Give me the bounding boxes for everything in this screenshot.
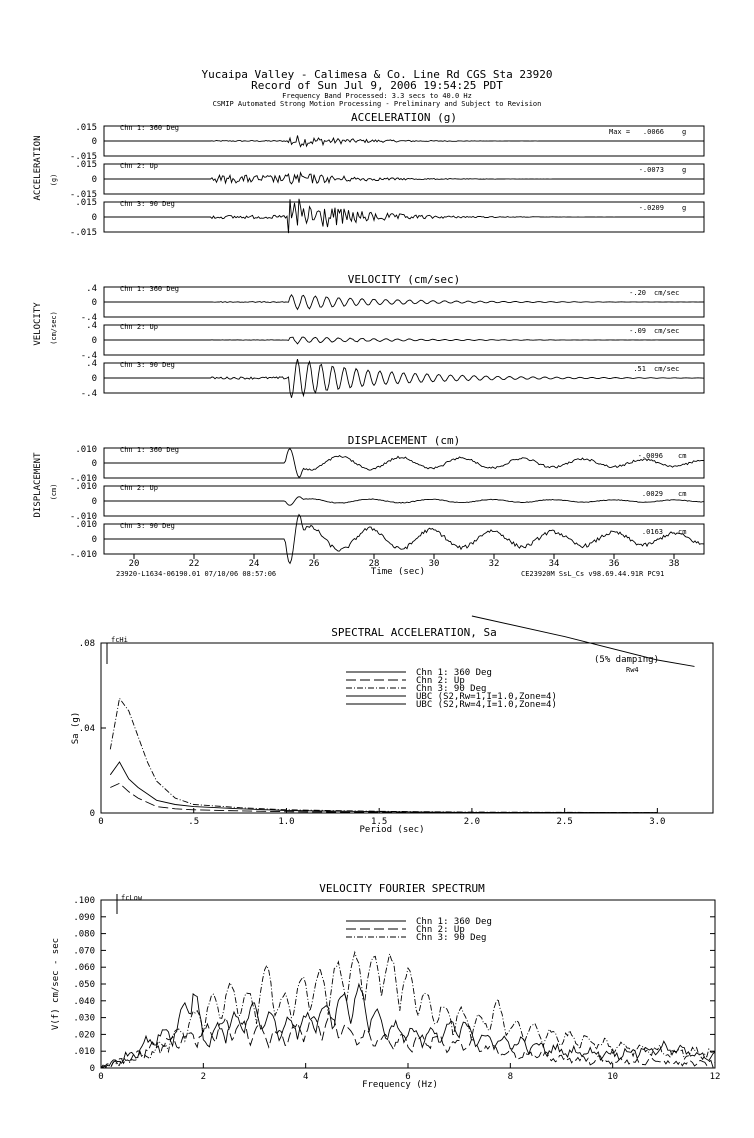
acc-ch2-name: Chn 2: Up: [120, 162, 158, 170]
acc-ch1-trace: [104, 136, 704, 147]
fourier-xtick-label-4: 8: [507, 1072, 514, 1082]
spectral-acceleration-plot: [71, 616, 713, 835]
acceleration-side-unit: (g): [50, 173, 58, 187]
spectral-xlabel: Period (sec): [359, 825, 425, 835]
vel-ch3-tick-bottom: -.4: [80, 389, 97, 399]
acc-ch2-unit: g: [682, 166, 687, 174]
fourier-ytick-label-3: .030: [73, 1013, 95, 1024]
fourier-ytick-label-2: .020: [73, 1030, 95, 1041]
time-tick-label-5: 30: [428, 559, 440, 569]
spectral-legend-label-4: UBC (S2,Rw=1,I=1.0,Zone=4): [416, 692, 557, 702]
vel-ch1-tick-top: .4: [86, 284, 97, 294]
vel-ch2-peak: -.09: [629, 327, 646, 335]
acc-ch3-trace: [104, 199, 704, 233]
vel-ch1-tick-bottom: -.4: [80, 313, 97, 323]
spectral-xtick-label-3: 1.5: [371, 817, 388, 827]
fourier-ytick-label-10: .100: [73, 896, 95, 906]
spectral-legend-label-5: UBC (S2,Rw=4,I=1.0,Zone=4): [416, 700, 557, 710]
dis-ch1-trace: [104, 449, 704, 478]
spectral-xtick-label-0: 0: [98, 817, 104, 827]
fourier-ylabel: V(f) cm/sec - sec: [51, 937, 61, 1031]
acc-ch2-trace: [104, 173, 704, 184]
dis-ch2-tick-zero: 0: [91, 497, 97, 507]
time-tick-label-9: 38: [668, 559, 680, 569]
displacement-title: DISPLACEMENT (cm): [347, 434, 461, 447]
acc-ch3-tick-top: .015: [75, 198, 97, 208]
dis-ch1-unit: cm: [678, 452, 687, 460]
spectral-ytick-label-0: 0: [89, 809, 95, 819]
dis-ch1-name: Chn 1: 360 Deg: [120, 446, 180, 454]
velocity-title: VELOCITY (cm/sec): [347, 273, 461, 286]
vel-ch1-tick-zero: 0: [91, 298, 97, 308]
acc-ch3-name: Chn 3: 90 Deg: [120, 200, 175, 208]
station-title: Yucaipa Valley - Calimesa & Co. Line Rd CGS Sta 23920: [201, 68, 553, 81]
spectral-title: SPECTRAL ACCELERATION, Sa: [331, 626, 497, 639]
velocity-side-unit: (cm/sec): [50, 311, 58, 345]
displacement-side-unit: (cm): [50, 483, 58, 501]
vel-ch2-trace: [104, 337, 704, 344]
fourier-legend: [346, 917, 492, 943]
vel-ch2-unit: cm/sec: [654, 327, 680, 335]
acceleration-group: [33, 111, 704, 238]
processing-disclaimer: CSMIP Automated Strong Motion Processing - Preliminary and Subject to Revision: [212, 100, 542, 108]
displacement-side-label: DISPLACEMENT: [33, 452, 43, 518]
fourier-xtick-label-3: 6: [405, 1072, 411, 1082]
spectral-ch3-curve: [110, 698, 657, 812]
spectral-legend-label-2: Chn 2: Up: [416, 676, 465, 686]
dis-ch2-tick-bottom: -.010: [69, 512, 97, 522]
fourier-frame: [101, 900, 715, 1068]
vel-ch2-tick-zero: 0: [91, 336, 97, 346]
spectral-rw-label: Rw4: [626, 666, 639, 674]
dis-ch1-tick-bottom: -.010: [69, 474, 97, 484]
fourier-ch3-curve: [101, 952, 715, 1068]
dis-ch3-unit: cm: [678, 528, 687, 536]
footer-right: CE23920M SsL_Cs v98.69.44.91R PC91: [521, 570, 665, 578]
fourier-ytick-label-4: .040: [73, 996, 95, 1007]
vel-ch3-trace: [104, 359, 704, 398]
spectral-xtick-label-2: 1.0: [278, 817, 295, 827]
acc-ch2-tick-top: .015: [75, 160, 97, 170]
fourier-ytick-label-9: .090: [73, 912, 95, 923]
dis-ch2-tick-top: .010: [75, 482, 97, 492]
spectral-ch1-curve: [110, 762, 657, 813]
velocity-group: [33, 273, 704, 399]
fourier-ch2-curve: [101, 1016, 715, 1068]
vel-ch3-unit: cm/sec: [654, 365, 680, 373]
spectral-ubc-rw4-curve: [472, 616, 695, 666]
fourier-ch1-curve: [101, 984, 715, 1068]
vel-ch3-name: Chn 3: 90 Deg: [120, 361, 175, 369]
acc-ch1-tick-zero: 0: [91, 137, 97, 147]
time-tick-label-7: 34: [548, 559, 560, 569]
dis-ch3-tick-bottom: -.010: [69, 550, 97, 560]
acc-ch1-tick-top: .015: [75, 123, 97, 133]
spectral-ytick-label-1: .04: [78, 724, 95, 734]
fourier-fc-label: fcLow: [121, 894, 143, 902]
acc-ch3-tick-bottom: -.015: [69, 228, 97, 238]
spectral-xtick-label-1: .5: [188, 817, 200, 827]
footer-left: 23920-L1634-06190.01 07/10/06 08:57:06: [116, 570, 277, 578]
acc-ch1-name: Chn 1: 360 Deg: [120, 124, 180, 132]
time-axis-label: Time (sec): [370, 567, 426, 577]
dis-ch2-unit: cm: [678, 490, 687, 498]
fourier-legend-label-1: Chn 1: 360 Deg: [416, 917, 492, 927]
fourier-xtick-label-6: 12: [709, 1072, 721, 1082]
dis-ch3-tick-top: .010: [75, 520, 97, 530]
acc-ch1-tick-bottom: -.015: [69, 152, 97, 162]
acc-ch3-peak: -.0209: [638, 204, 664, 212]
spectral-damping: (5% damping): [594, 655, 660, 665]
spectral-ylabel: Sa (g): [71, 711, 81, 745]
fourier-ytick-label-0: 0: [89, 1064, 95, 1074]
fourier-xlabel: Frequency (Hz): [362, 1080, 438, 1090]
acc-ch1-unit: g: [682, 128, 687, 136]
fourier-ytick-label-8: .080: [73, 929, 95, 940]
vel-ch3-peak: .51: [633, 365, 646, 373]
vel-ch1-name: Chn 1: 360 Deg: [120, 285, 180, 293]
time-tick-label-2: 24: [248, 559, 260, 569]
time-tick-label-6: 32: [488, 559, 500, 569]
dis-ch2-peak: .0029: [641, 490, 663, 498]
acc-ch2-peak: -.0073: [638, 166, 664, 174]
vel-ch2-name: Chn 2: Up: [120, 323, 158, 331]
vel-ch1-peak: -.20: [629, 289, 646, 297]
spectral-axes: [79, 639, 666, 827]
spectral-xtick-label-4: 2.0: [463, 817, 481, 827]
dis-ch3-peak: .0163: [641, 528, 663, 536]
fourier-xtick-label-2: 4: [302, 1072, 309, 1082]
dis-ch2-trace: [104, 497, 704, 506]
spectral-xtick-label-6: 3.0: [649, 817, 666, 827]
acceleration-side-label: ACCELERATION: [33, 135, 43, 201]
spectral-ytick-label-2: .08: [78, 639, 95, 649]
vel-ch1-unit: cm/sec: [654, 289, 680, 297]
acc-ch3-unit: g: [682, 204, 687, 212]
spectral-frame: [101, 643, 713, 813]
fourier-ytick-label-7: .070: [73, 946, 95, 957]
time-tick-label-3: 26: [308, 559, 320, 569]
time-tick-label-1: 22: [188, 559, 200, 569]
acc-ch3-tick-zero: 0: [91, 213, 97, 223]
fourier-title: VELOCITY FOURIER SPECTRUM: [319, 882, 485, 895]
fourier-xtick-label-0: 0: [98, 1072, 104, 1082]
fourier-xtick-label-1: 2: [200, 1072, 207, 1082]
fourier-ytick-label-5: .050: [73, 980, 95, 990]
spectral-legend-label-1: Chn 1: 360 Deg: [416, 668, 492, 678]
spectral-fc-label: fcHi: [111, 636, 128, 644]
vel-ch2-tick-top: .4: [86, 321, 97, 331]
fourier-legend-label-3: Chn 3: 90 Deg: [416, 933, 487, 943]
spectral-legend: [346, 668, 557, 710]
spectral-ch2-curve: [110, 783, 657, 813]
time-tick-label-4: 28: [368, 559, 380, 569]
fourier-legend-label-2: Chn 2: Up: [416, 925, 465, 935]
dis-ch3-name: Chn 3: 90 Deg: [120, 522, 175, 530]
acc-max-prefix: Max =: [609, 128, 631, 136]
fourier-ytick-label-1: .010: [73, 1047, 95, 1058]
dis-ch1-tick-zero: 0: [91, 459, 97, 469]
acc-ch1-peak: .0066: [642, 128, 664, 136]
time-tick-label-0: 20: [128, 559, 140, 569]
acc-ch2-tick-bottom: -.015: [69, 190, 97, 200]
fourier-ytick-label-6: .060: [73, 963, 95, 974]
time-tick-label-8: 36: [608, 559, 620, 569]
spectral-legend-label-3: Chn 3: 90 Deg: [416, 684, 487, 694]
acceleration-title: ACCELERATION (g): [351, 111, 457, 124]
vel-ch1-trace: [104, 295, 704, 310]
dis-ch1-tick-top: .010: [75, 445, 97, 455]
dis-ch2-name: Chn 2: Up: [120, 484, 158, 492]
dis-ch1-peak: -.0096: [637, 452, 663, 460]
fourier-xtick-label-5: 10: [607, 1072, 619, 1082]
vel-ch3-tick-top: .4: [86, 359, 97, 369]
vel-ch3-tick-zero: 0: [91, 374, 97, 384]
acc-ch2-tick-zero: 0: [91, 175, 97, 185]
velocity-side-label: VELOCITY: [33, 302, 43, 346]
frequency-band-note: Frequency Band Processed: 3.3 secs to 40.0 Hz: [282, 92, 472, 100]
vel-ch2-tick-bottom: -.4: [80, 351, 97, 361]
velocity-fourier-plot: [51, 882, 720, 1090]
dis-ch3-tick-zero: 0: [91, 535, 97, 545]
displacement-group: [33, 434, 704, 563]
record-date: Record of Sun Jul 9, 2006 19:54:25 PDT: [251, 79, 503, 92]
spectral-xtick-label-5: 2.5: [556, 817, 573, 827]
